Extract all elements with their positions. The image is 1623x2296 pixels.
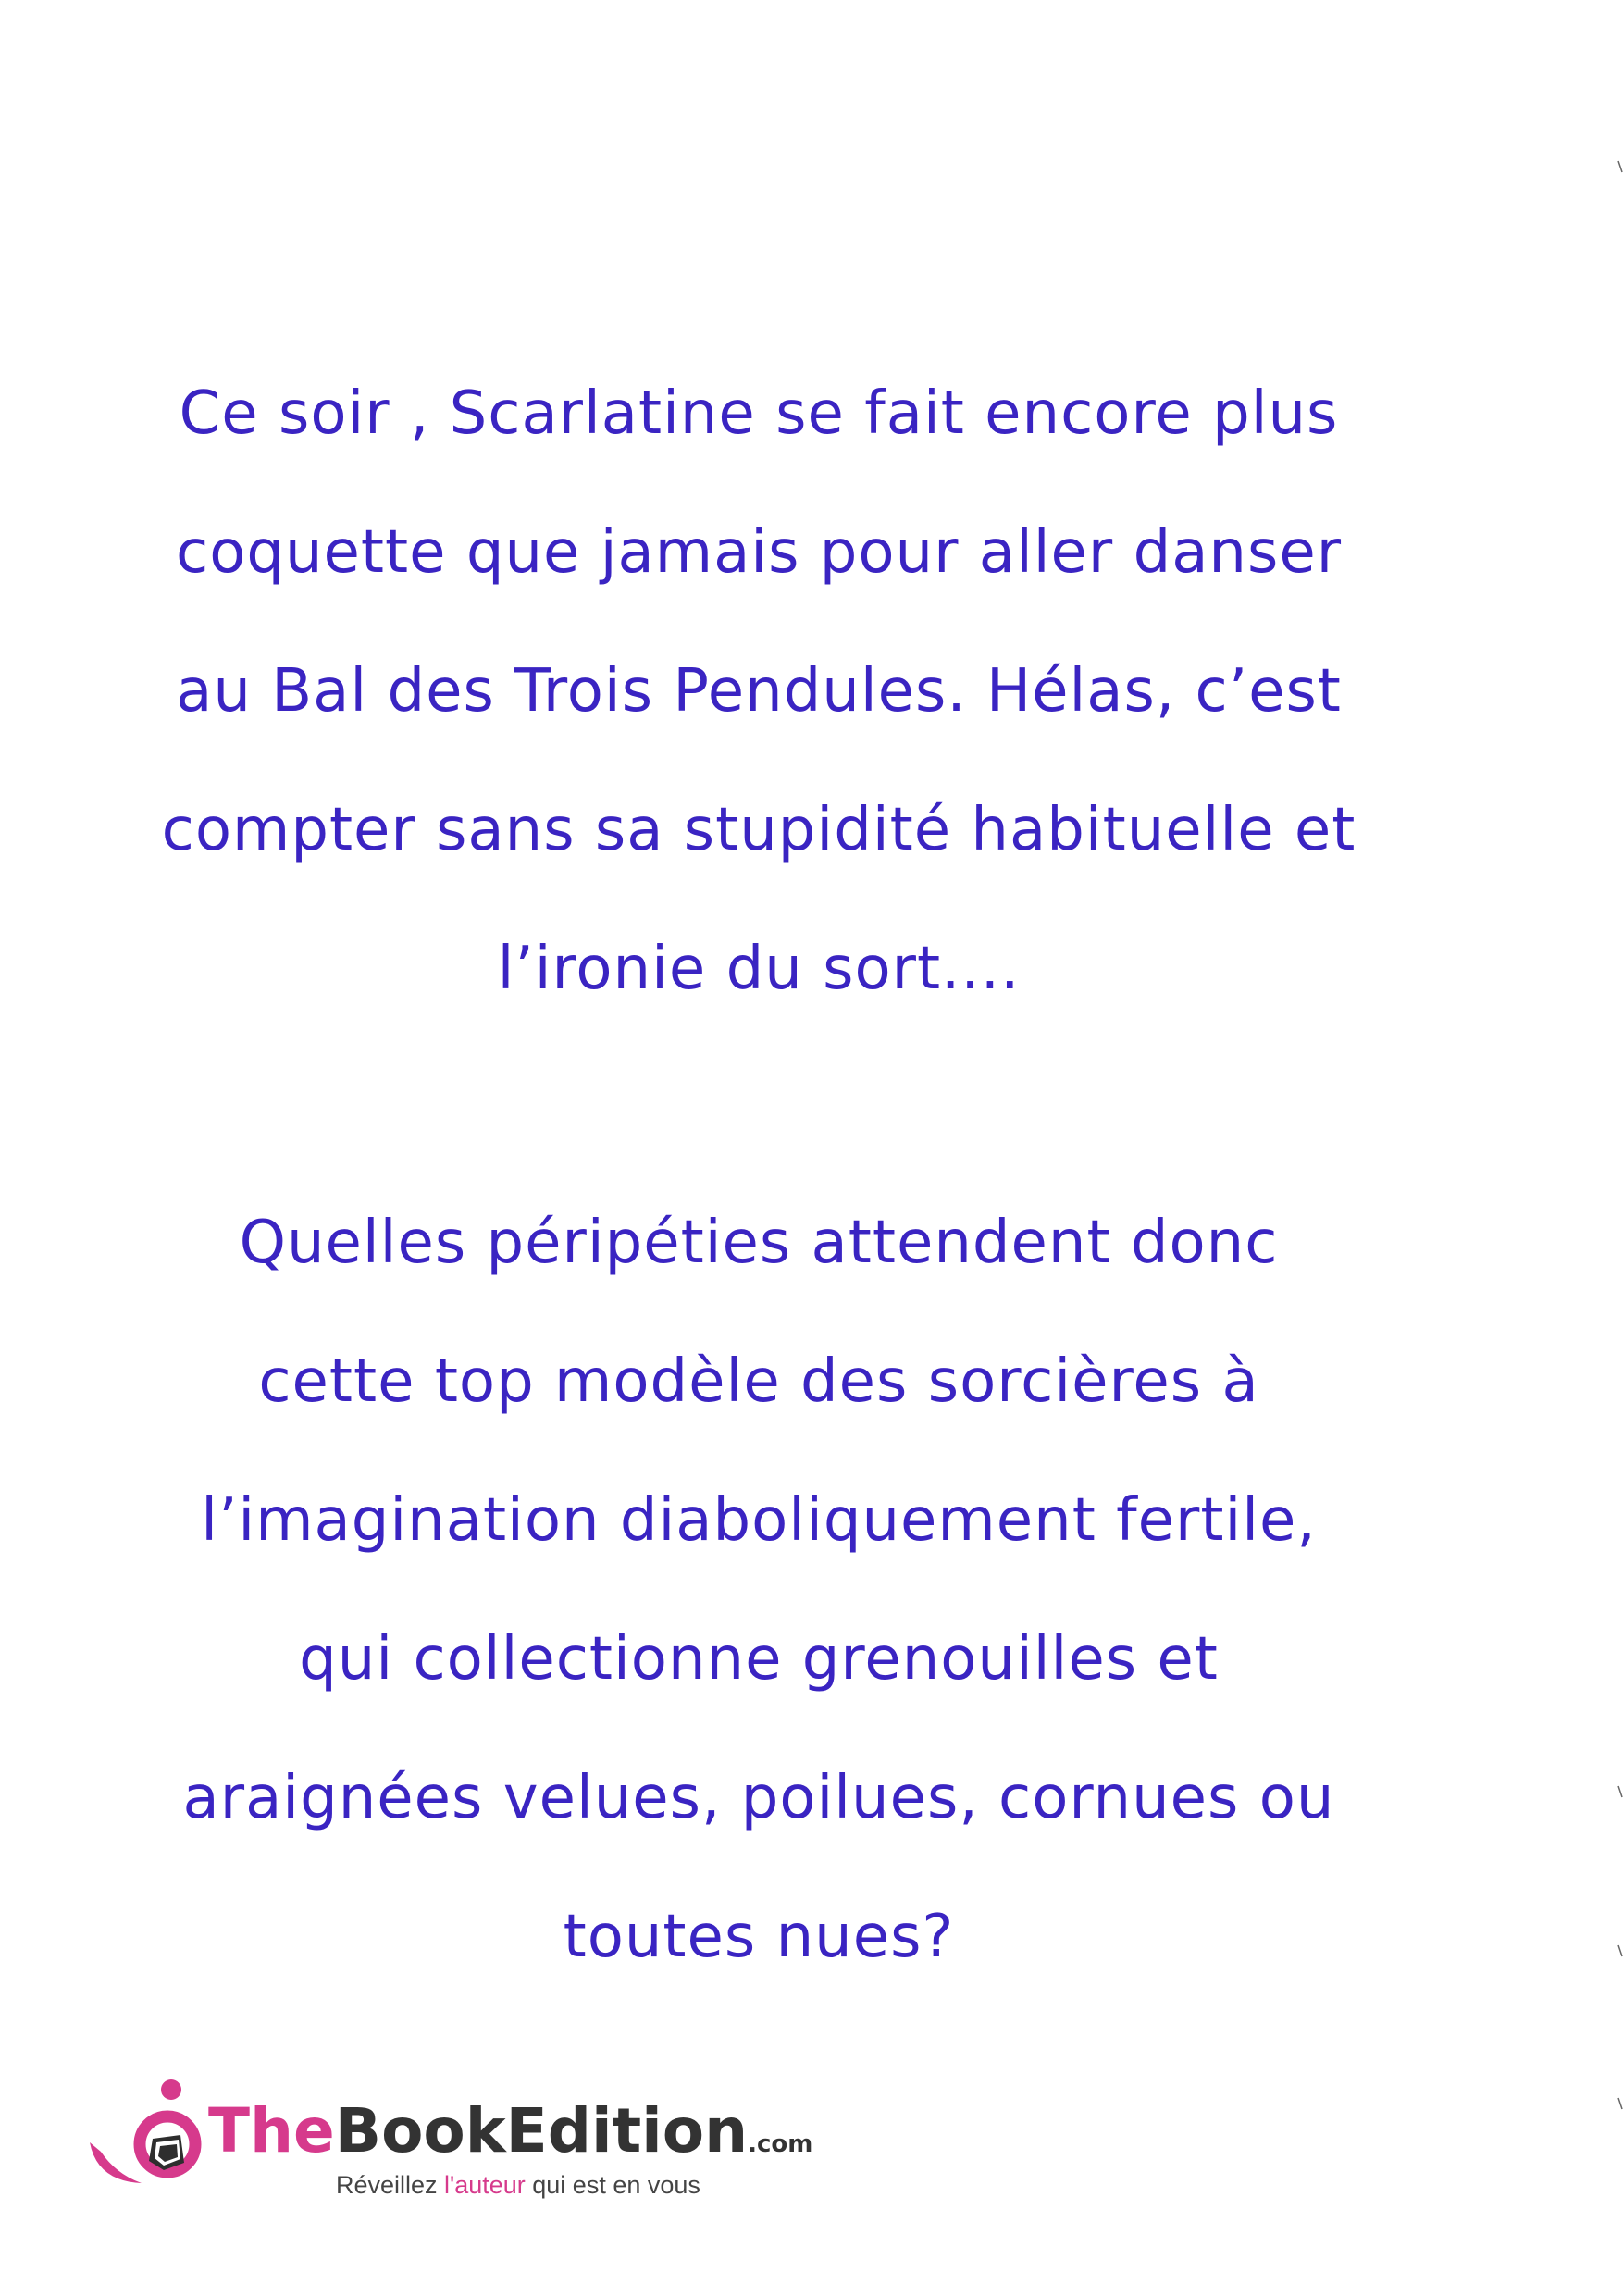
logo-tagline <box>336 2170 700 2200</box>
edge-mark <box>1617 1943 1623 1958</box>
edge-mark <box>1617 1784 1623 1799</box>
reader-figure-icon <box>88 2078 204 2189</box>
edge-tick-icon <box>1617 2096 1623 2111</box>
blurb-line: l’ironie du sort.... <box>497 935 1021 1003</box>
blurb-line: araignées velues, poilues, cornues ou <box>182 1764 1335 1832</box>
tagline-before: Réveillez <box>336 2171 445 2199</box>
logo-the: The <box>208 2095 335 2166</box>
edge-tick-icon <box>1617 1784 1623 1799</box>
blurb-line: qui collectionne grenouilles et <box>299 1625 1219 1694</box>
edge-mark <box>1617 2096 1623 2111</box>
edge-tick-icon <box>1617 159 1623 174</box>
edge-tick-icon <box>1617 1943 1623 1958</box>
logo-wordmark <box>208 2094 812 2181</box>
logo-dotcom: .com <box>748 2130 813 2158</box>
tagline-after: qui est en vous <box>525 2171 700 2199</box>
blurb-line: toutes nues? <box>563 1903 955 1971</box>
thebookedition-logo <box>88 2078 828 2207</box>
blurb-line: Quelles péripéties attendent donc <box>239 1209 1279 1277</box>
blurb-line: coquette que jamais pour aller danser <box>176 518 1342 587</box>
tagline-accent: l'auteur <box>444 2171 526 2199</box>
logo-edition: Edition <box>505 2095 749 2166</box>
edge-mark <box>1617 159 1623 174</box>
logo-book: Book <box>334 2095 506 2166</box>
blurb-line: cette top modèle des sorcières à <box>258 1347 1259 1416</box>
blurb-line: au Bal des Trois Pendules. Hélas, c’est <box>176 657 1342 726</box>
blurb-paragraph-1 <box>56 344 1462 1038</box>
blurb-paragraph-2 <box>56 1173 1462 2006</box>
blurb-line: l’imagination diaboliquement fertile, <box>201 1486 1317 1555</box>
blurb-line: compter sans sa stupidité habituelle et <box>161 796 1357 864</box>
blurb-line: Ce soir , Scarlatine se fait encore plus <box>179 379 1339 448</box>
